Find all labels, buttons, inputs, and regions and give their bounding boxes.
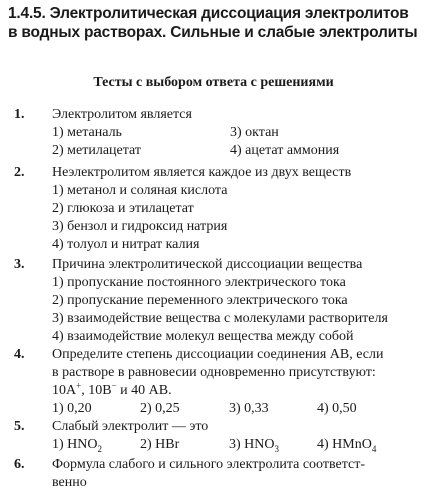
option-1: 1) $HNO_2$ (52, 437, 102, 454)
option-2: 2) метилацетат (52, 143, 142, 158)
question-text-line-1: Определите степень диссоциации соединения АВ, если (52, 347, 384, 362)
question-number: 4. (14, 347, 25, 362)
species-c: и 40 АВ. (120, 383, 172, 398)
option-4: 4) взаимодействие молекул вещества между собой (52, 329, 354, 344)
question-text-line-2: венно (52, 475, 87, 490)
section-title-line-1: 1.4.5. Электролитическая диссоциация электролитов (8, 5, 409, 22)
species-a: 10A (52, 383, 77, 398)
option-3: 3) взаимодействие вещества с молекулами растворителя (52, 311, 388, 326)
option-3: 3) октан (230, 125, 279, 140)
species-b: 10B (88, 383, 112, 398)
question-text: Слабый электролит — это (52, 419, 209, 434)
option-4: 4) толуол и нитрат калия (52, 237, 200, 252)
option-4: 4) 0,50 (317, 401, 357, 416)
question-text: Неэлектролитом является каждое из двух веществ (52, 165, 352, 180)
subtitle: Тесты с выбором ответа с решениями (93, 75, 334, 90)
species-b-charge: − (111, 380, 117, 391)
question-text-line-1: Формула слабого и сильного электролита соответст- (52, 457, 366, 472)
question-number: 5. (14, 419, 25, 434)
section-title (8, 4, 424, 42)
option-3: 3) $HNO_3$ (229, 437, 279, 454)
option-4: 4) ацетат аммония (230, 143, 340, 158)
question-text: Электролитом является (52, 107, 192, 122)
question-text: Причина электролитической диссоциации вещества (52, 257, 363, 272)
question-text-line-2: в растворе в равновесии одновременно присутствуют: (52, 365, 376, 380)
option-3: 3) 0,33 (229, 401, 269, 416)
species-a-charge: + (76, 380, 82, 391)
option-1: 1) метаналь (52, 125, 122, 140)
question-number: 1. (14, 107, 25, 122)
option-4: 4) HMnO$_4$ (317, 437, 377, 454)
option-1: 1) метанол и соляная кислота (52, 183, 228, 198)
option-1: 1) 0,20 (52, 401, 92, 416)
question-number: 6. (14, 457, 25, 472)
section-title-line-2: в водных растворах. Сильные и слабые электролиты (8, 24, 418, 41)
option-2: 2) глюкоза и этилацетат (52, 201, 194, 216)
option-1: 1) пропускание постоянного электрического тока (52, 275, 346, 290)
species-line: 10A+, 10B− и 40 АВ. (52, 380, 172, 398)
question-number: 3. (14, 257, 25, 272)
option-2: 2) 0,25 (140, 401, 180, 416)
option-2: 2) HBr (140, 437, 180, 452)
option-3: 3) бензол и гидроксид натрия (52, 219, 228, 234)
option-2: 2) пропускание переменного электрического тока (52, 293, 348, 308)
question-number: 2. (14, 165, 25, 180)
